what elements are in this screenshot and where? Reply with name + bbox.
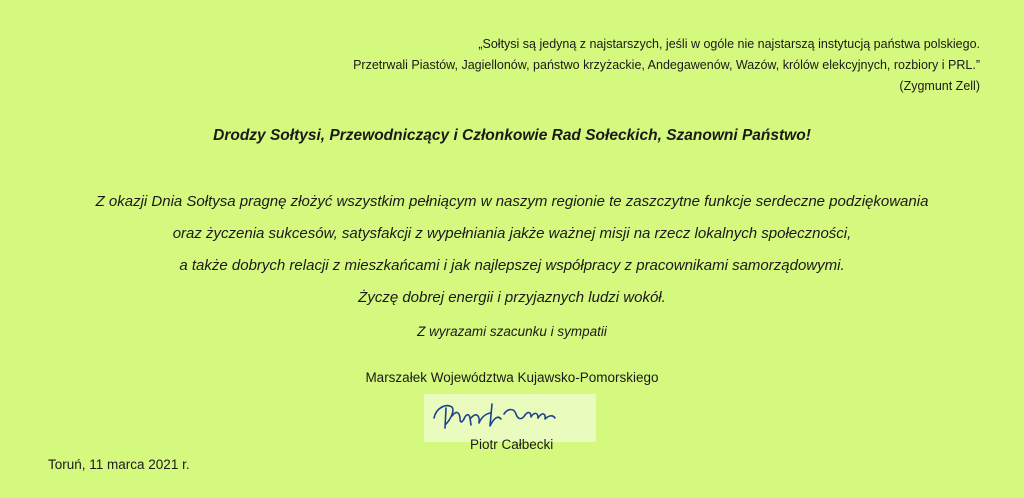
- place-and-date: Toruń, 11 marca 2021 r.: [48, 457, 190, 472]
- body-line: Z okazji Dnia Sołtysa pragnę złożyć wszystkim pełniącym w naszym regionie te zaszczytne funkcje serdeczne podziękowania: [95, 193, 929, 210]
- closing-phrase: Z wyrazami szacunku i sympatii: [417, 324, 607, 339]
- letter-body: [0, 186, 1024, 314]
- body-line: oraz życzenia sukcesów, satysfakcji z wypełniania jakże ważnej misji na rzecz lokalnych społeczności,: [172, 225, 852, 242]
- signer-title: Marszałek Województwa Kujawsko-Pomorskiego: [365, 370, 659, 385]
- body-line: a także dobrych relacji z mieszkańcami i jak najlepszej współpracy z pracownikami samorządowymi.: [179, 257, 845, 274]
- quote-line: „Sołtysi są jedyną z najstarszych, jeśli w ogóle nie najstarszą instytucją państwa polskiego.: [478, 37, 980, 51]
- quote-line: Przetrwali Piastów, Jagiellonów, państwo krzyżackie, Andegawenów, Wazów, królów elekcyjnych, rozbiory i PRL.”: [353, 58, 980, 72]
- epigraph-quote: [220, 34, 980, 97]
- handwritten-signature: [424, 394, 596, 442]
- signature-scribble: [424, 394, 596, 442]
- body-line: Życzę dobrej energii i przyjaznych ludzi wokół.: [358, 289, 666, 306]
- signer-name: Piotr Całbecki: [470, 437, 554, 452]
- salutation: Drodzy Sołtysi, Przewodniczący i Członkowie Rad Sołeckich, Szanowni Państwo!: [213, 127, 811, 144]
- quote-author: (Zygmunt Zell): [899, 79, 980, 93]
